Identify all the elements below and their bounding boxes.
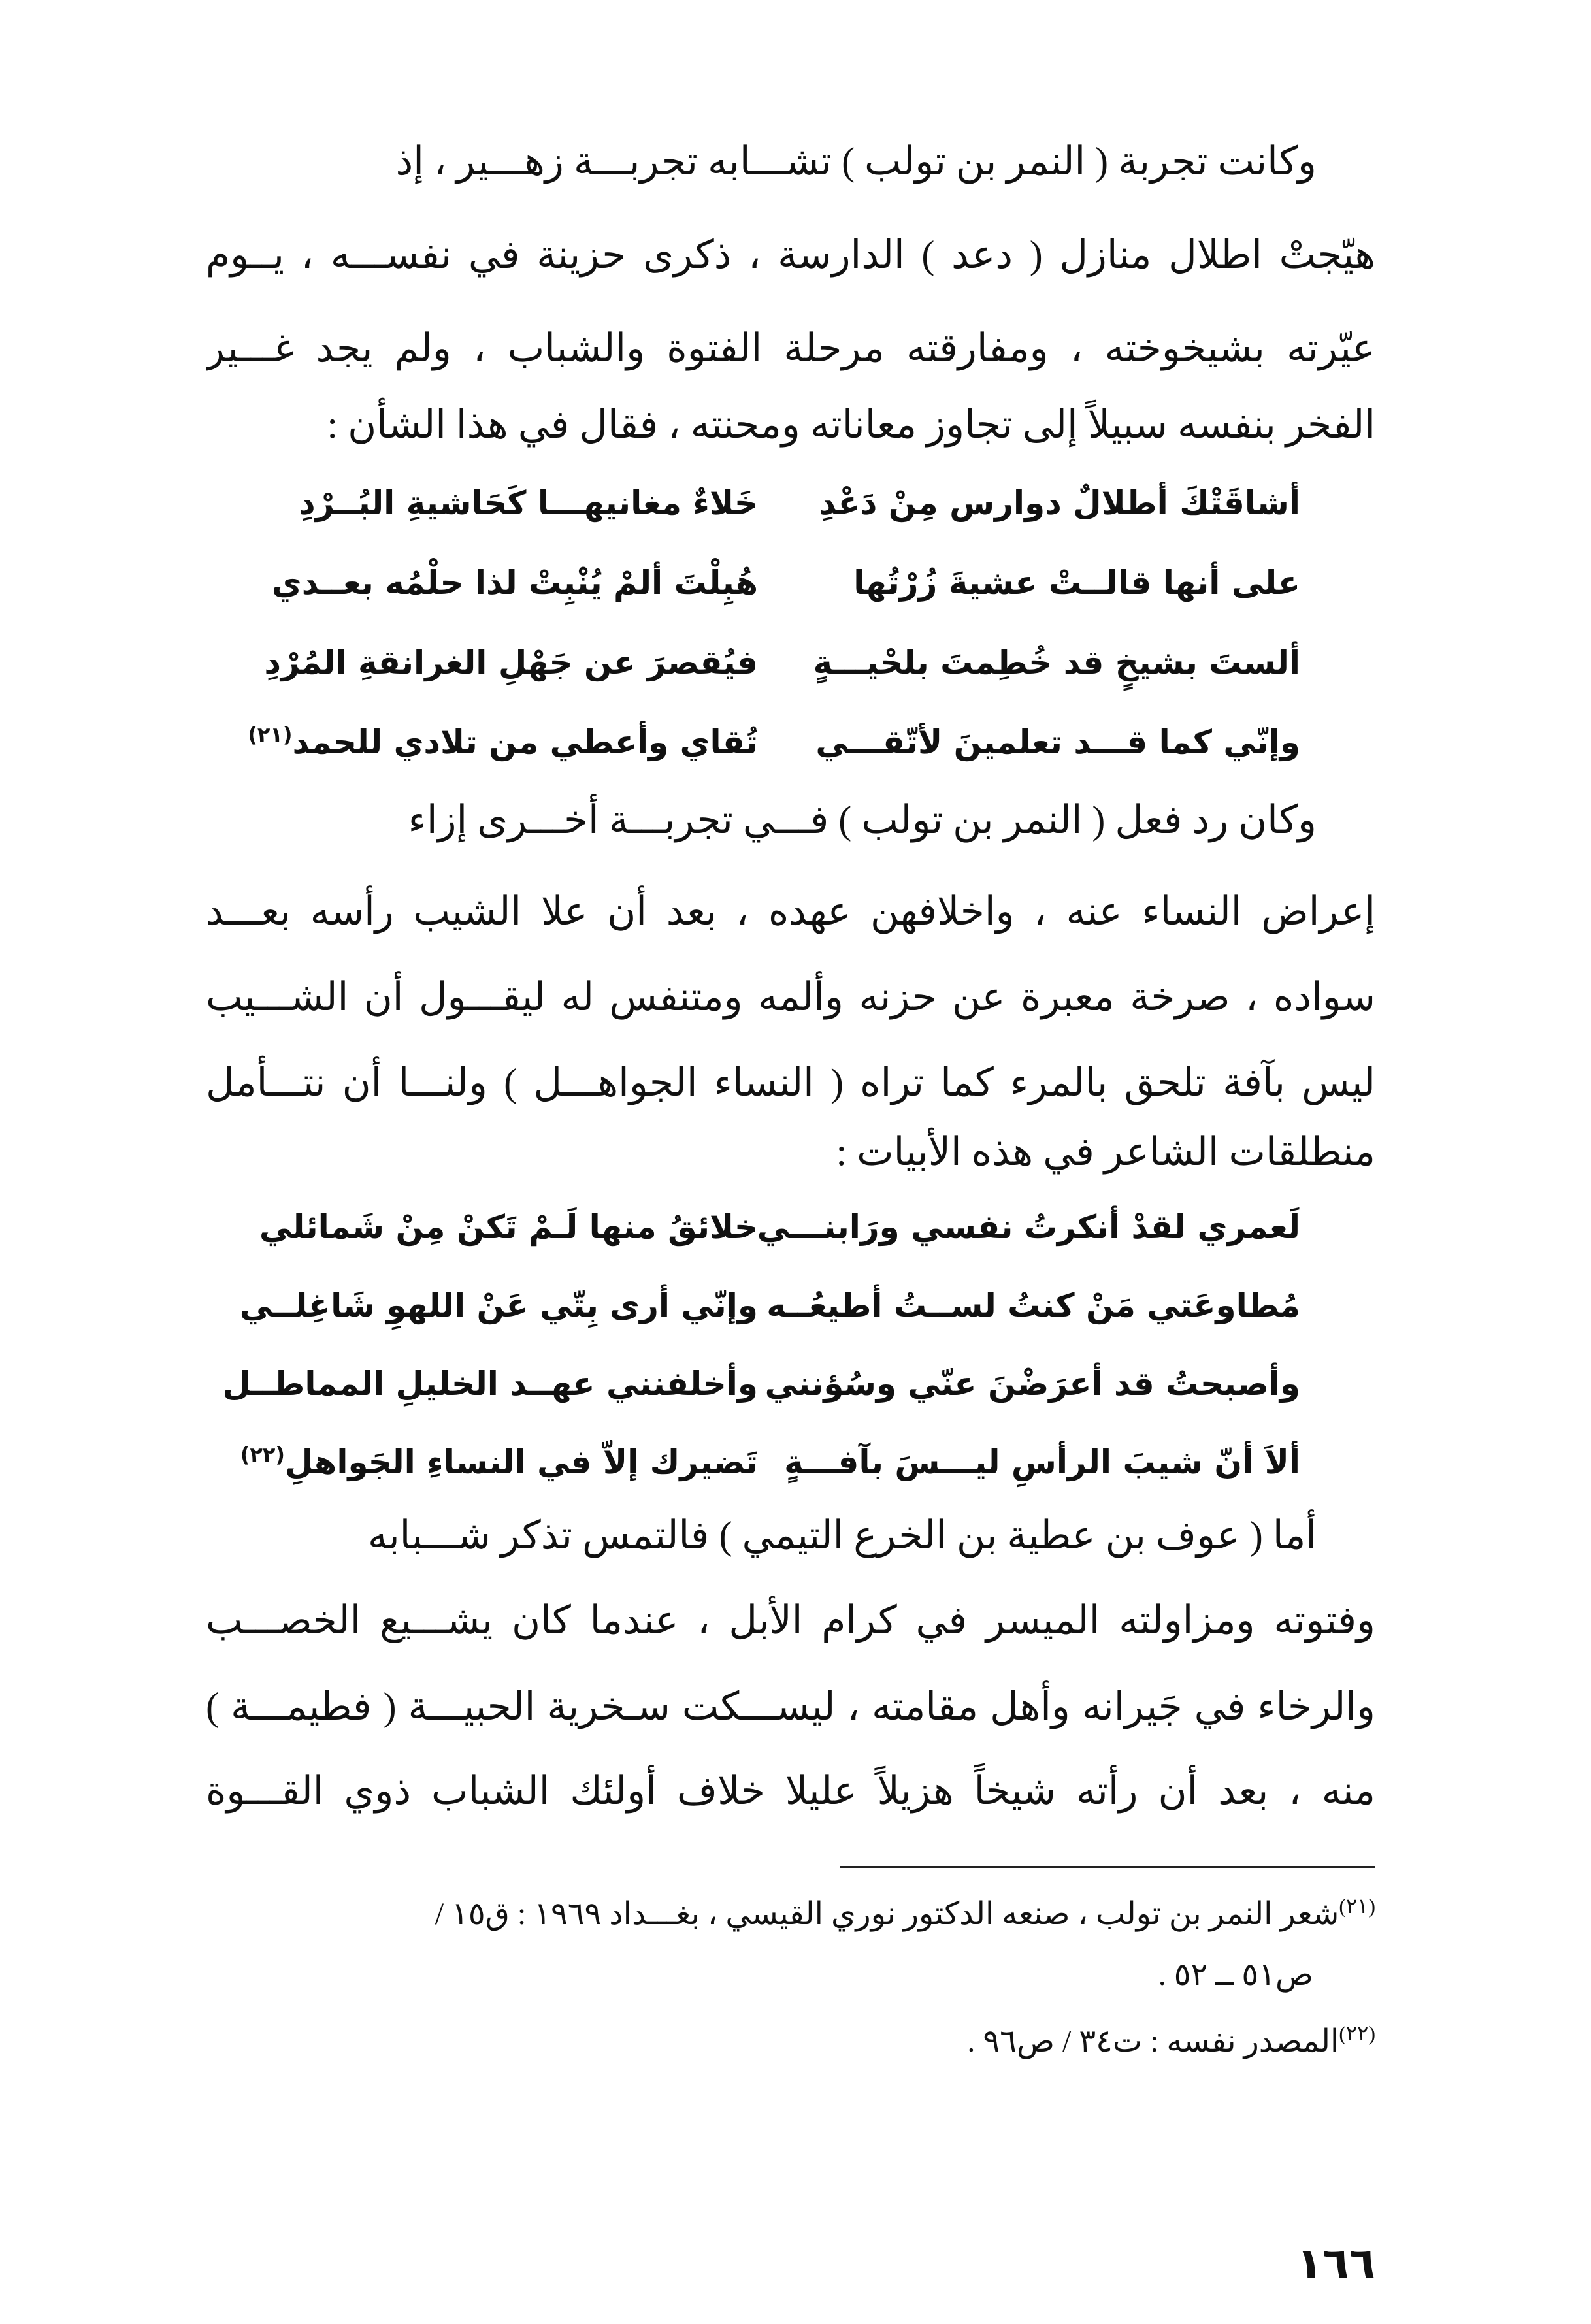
paragraph-line: الفخر بنفسه سبيلاً إلى تجاوز معاناته ومحنته ، فقال في هذا الشأن : xyxy=(327,403,1375,446)
verse-first-hemistich: وإنّي كما قـــد تعلمينَ لأتّقـــي xyxy=(815,723,1300,761)
footnote-divider xyxy=(840,1866,1375,1868)
footnote-text: المصدر نفسه : ت٣٤ / ص٩٦ . xyxy=(967,2024,1339,2059)
verse-second-hemistich: خَلاءٌ مغانيهـــا كَحَاشيةِ البُــرْدِ xyxy=(298,484,758,522)
footnote-marker: (٢١) xyxy=(248,722,293,747)
paragraph-line: سواده ، صرخة معبرة عن حزنه وألمه ومتنفس له ليقـــول أن الشـــيب xyxy=(206,975,1375,1019)
paragraph-line: منطلقات الشاعر في هذه الأبيات : xyxy=(836,1130,1375,1173)
verse-second-hemistich: هُبِلْتَ ألمْ يُنْبِتْ لذا حلْمُه بعــدي xyxy=(271,564,758,602)
paragraph-line: منه ، بعد أن رأته شيخاً هزيلاً عليلا خلاف أولئك الشباب ذوي القـــوة xyxy=(206,1769,1375,1812)
verse-first-hemistich: على أنها قالــتْ عشيةَ زُرْتُها xyxy=(853,564,1300,602)
paragraph-line: وكانت تجربة ( النمر بن تولب ) تشـــابه تجربـــة زهـــير ، إذ xyxy=(395,140,1317,183)
paragraph-line: عيّرته بشيخوخته ، ومفارقته مرحلة الفتوة والشباب ، ولم يجد غـــير xyxy=(206,327,1375,370)
paragraph-line: إعراض النساء عنه ، واخلافهن عهده ، بعد أن علا الشيب رأسه بعـــد xyxy=(206,890,1375,933)
verse-first-hemistich: ألاَ أنّ شيبَ الرأسِ ليـــسَ بآفـــةٍ xyxy=(784,1443,1300,1481)
paragraph-line: والرخاء في جَيرانه وأهل مقامته ، ليســـكت سـخرية الحبيـــة ( فطيمـــة ) xyxy=(206,1685,1375,1728)
paragraph-line: ليس بآفة تلحق بالمرء كما تراه ( النساء الجواهـــل ) ولنـــا أن نتـــأمل xyxy=(206,1061,1375,1104)
verse-second-hemistich: فيُقصرَ عن جَهْلِ الغرانقةِ المُرْدِ xyxy=(264,644,758,681)
paragraph-line: أما ( عوف بن عطية بن الخرع التيمي ) فالتمس تذكر شـــبابه xyxy=(367,1514,1317,1557)
verse-first-hemistich: ألستَ بشيخٍ قد خُطِمتَ بلحْيـــةٍ xyxy=(813,644,1300,681)
footnote-number: (٢٢) xyxy=(1339,2021,1375,2045)
verse-first-hemistich: لَعمري لقدْ أنكرتُ نفسي ورَابنـــي xyxy=(757,1208,1300,1246)
verse-first-hemistich: وأصبحتُ قد أعرَضْنَ عنّي وسُؤنني xyxy=(764,1365,1300,1403)
verse-second-hemistich: وأخلفنني عهــد الخليلِ المماطــل xyxy=(222,1365,758,1403)
verse-second-hemistich: خلائقُ منها لَـمْ تَكنْ مِنْ شَمائلي xyxy=(259,1208,758,1246)
footnote-21 xyxy=(435,1888,1375,1940)
verse-first-hemistich: مُطاوعَتي مَنْ كنتُ لســتُ أطيعُــه xyxy=(766,1286,1300,1324)
verse-text: تَضيرك إلاّ في النساءِ الجَواهلِ xyxy=(285,1443,758,1481)
footnote-21-continuation: ص٥١ ــ ٥٢ . xyxy=(1158,1957,1313,1992)
verse-second-hemistich xyxy=(240,1430,758,1495)
footnote-text: شعر النمر بن تولب ، صنعه الدكتور نوري القيسي ، بغـــداد ١٩٦٩ : ق١٥ / xyxy=(435,1897,1339,1931)
paragraph-line: وفتوته ومزاولته الميسر في كرام الأبل ، عندما كان يشـــيع الخصـــب xyxy=(206,1599,1375,1642)
page-number: ١٦٦ xyxy=(1296,2238,1375,2289)
verse-second-hemistich: وإنّي أرى بِتّي عَنْ اللهوِ شَاغِلــي xyxy=(239,1286,758,1324)
verse-text: تُقاي وأعطي من تلادي للحمد xyxy=(292,723,758,761)
footnote-number: (٢١) xyxy=(1339,1894,1375,1918)
verse-first-hemistich: أشاقَتْكَ أطلالٌ دوارس مِنْ دَعْدِ xyxy=(819,484,1300,522)
paragraph-line: هيّجتْ اطلال منازل ( دعد ) الدارسة ، ذكرى حزينة في نفســـه ، يــوم xyxy=(206,233,1375,276)
footnote-marker: (٢٢) xyxy=(240,1442,286,1467)
paragraph-line: وكان رد فعل ( النمر بن تولب ) فـــي تجربـــة أخـــرى إزاء xyxy=(408,798,1317,842)
footnote-22 xyxy=(967,2016,1375,2068)
verse-second-hemistich xyxy=(248,710,758,775)
